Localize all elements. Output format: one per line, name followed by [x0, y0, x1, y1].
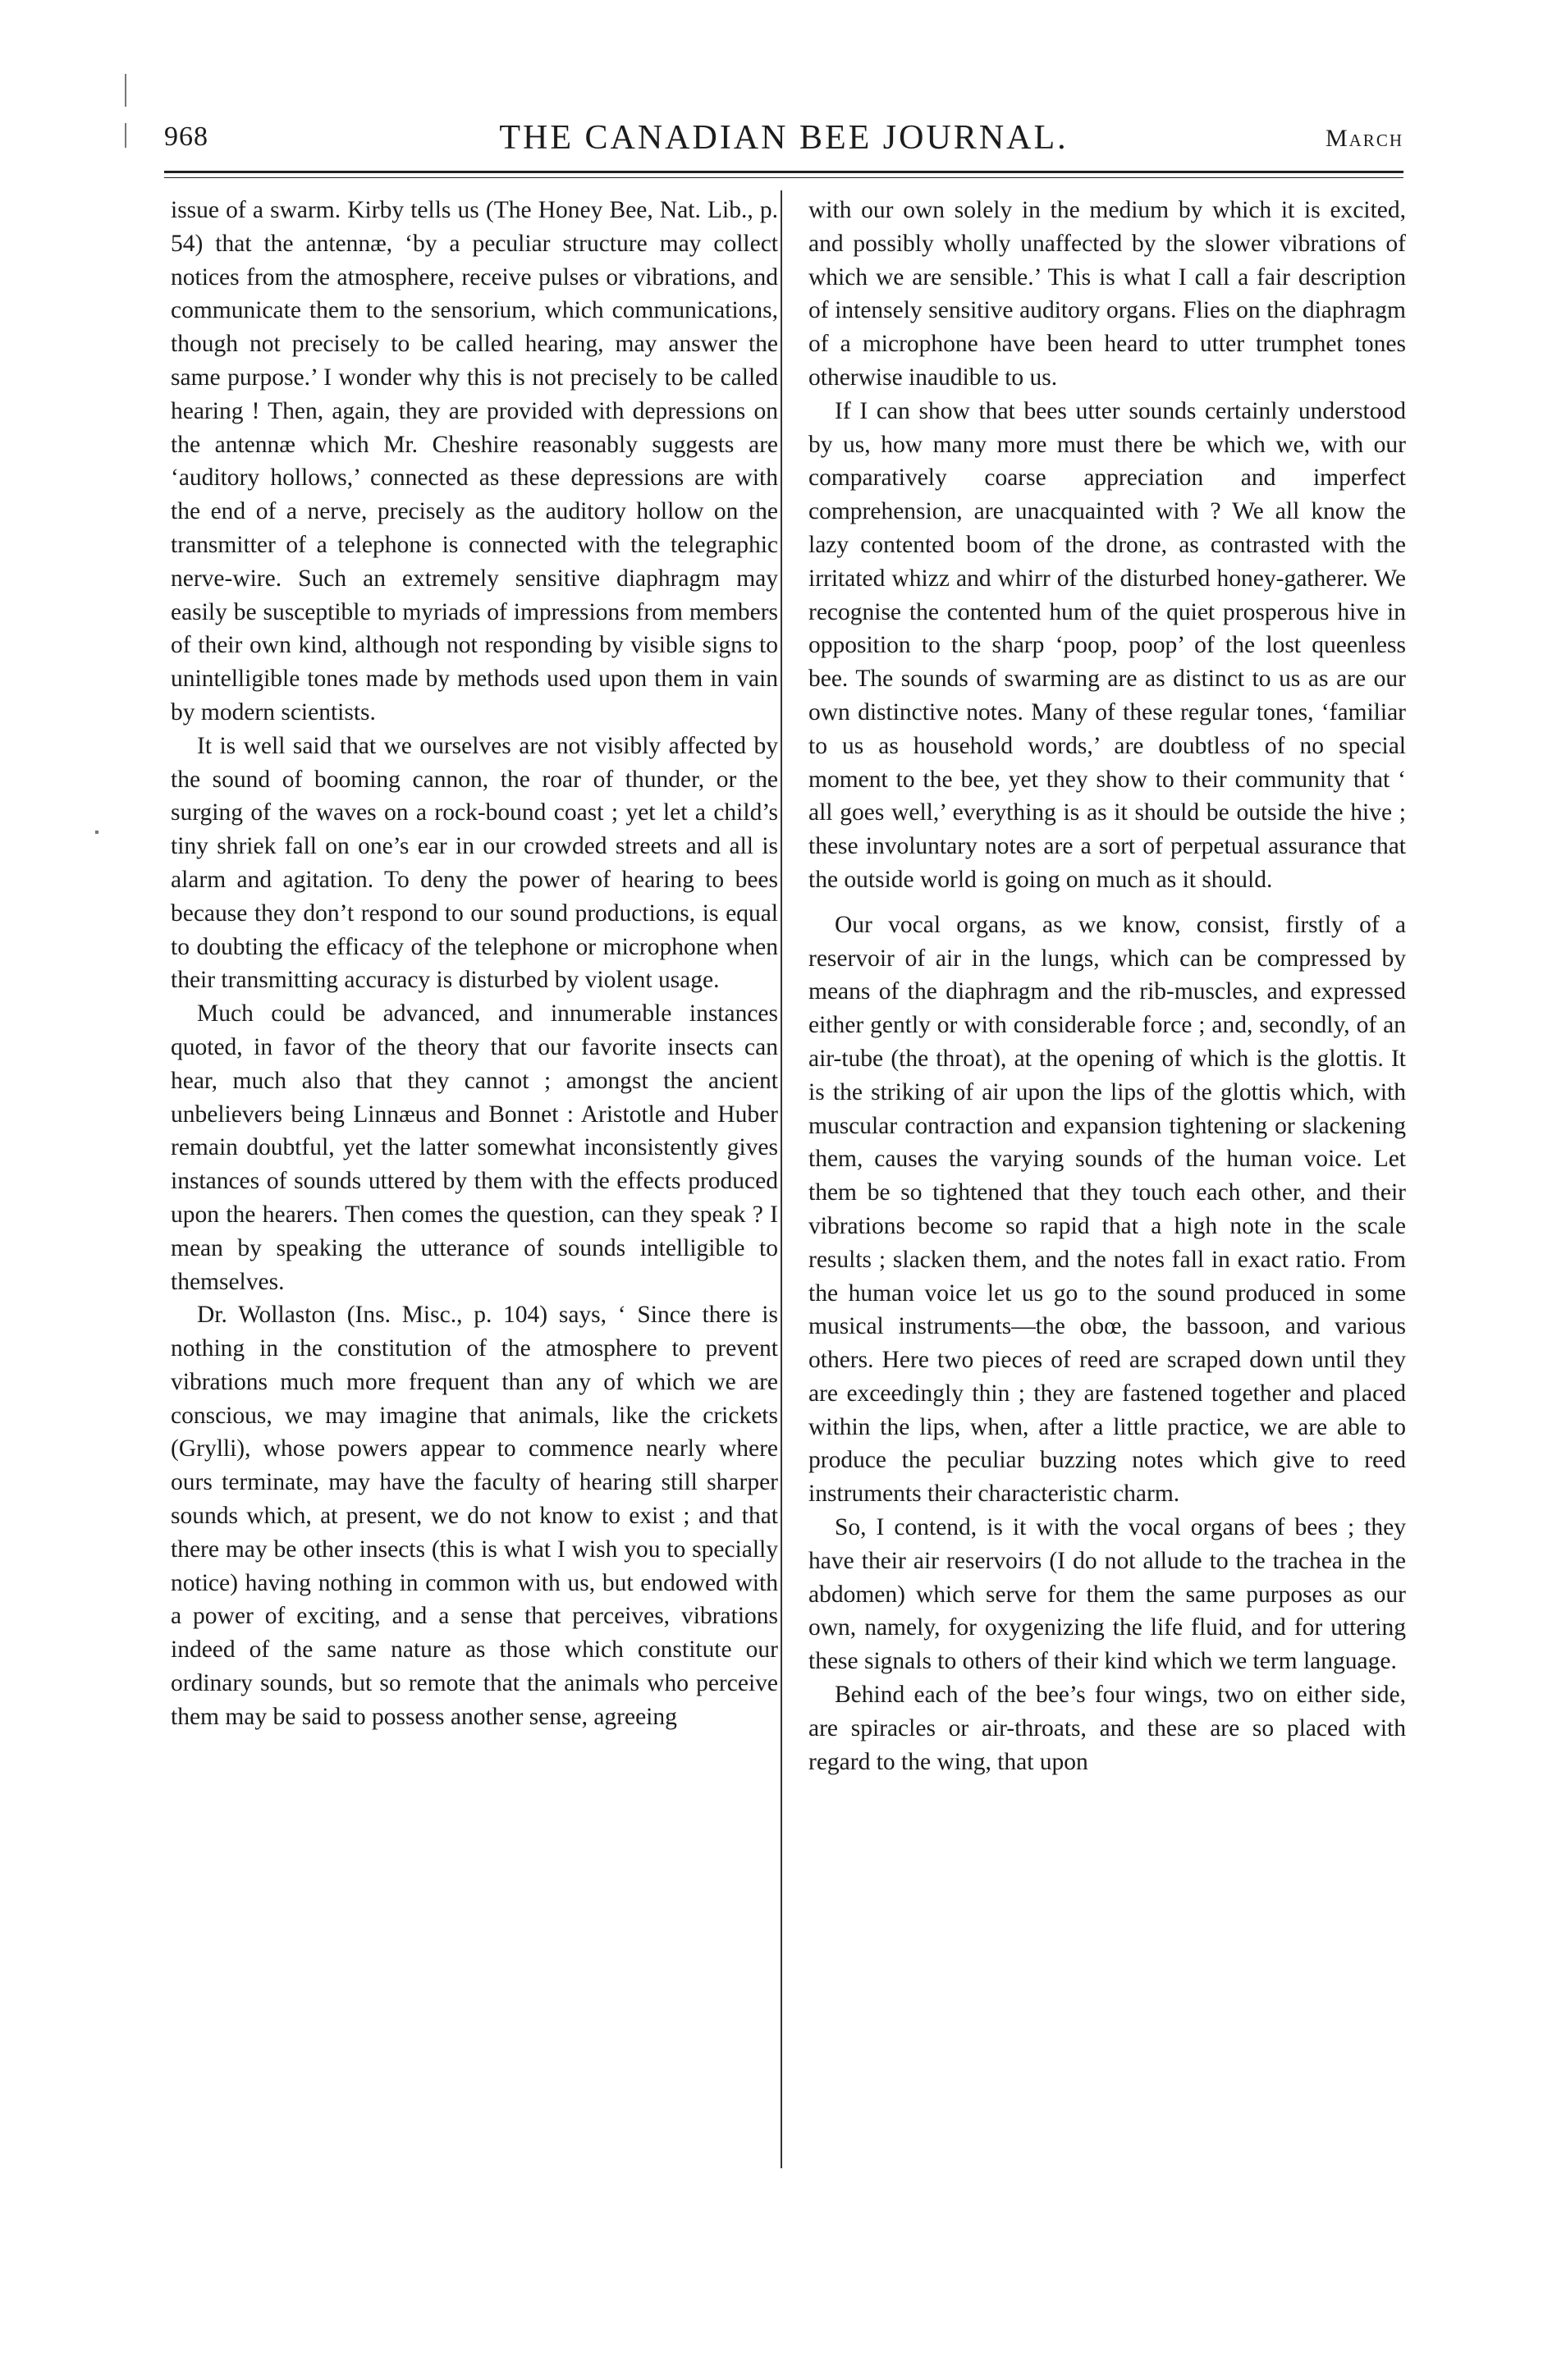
- journal-title: THE CANADIAN BEE JOURNAL.: [499, 119, 1069, 157]
- right-paragraph-3: Our vocal organs, as we know, consist, firstly of a reservoir of air in the lungs, which can be compressed by means of the diaphragm and the rib-muscles, and expressed either gently or with considerable force ; and, secondly, of an air-tube (the throat), at the opening of which is the glottis. It is the striking of air upon the lips of the glottis which, with muscular contraction and expansion tightening or slackening them, causes the varying sounds of the human voice. Let them be so tightened that they touch each other, and their vibrations become so rapid that a high note in the scale results ; slacken them, and the notes fall in exact ratio. From the human voice let us go to the sound produced in some musical instruments—the obœ, the bassoon, and various others. Here two pieces of reed are scraped down until they are exceedingly thin ; they are fastened together and placed within the lips, when, after a little practice, we are able to produce the peculiar buzzing notes which give to reed instruments their characteristic charm.: [808, 911, 1406, 1508]
- right-paragraph-5: Behind each of the bee’s four wings, two on either side, are spiracles or air-throats, and these are so placed with regard to the wing, that upon: [808, 1682, 1406, 1775]
- left-paragraph-1: issue of a swarm. Kirby tells us (The Honey Bee, Nat. Lib., p. 54) that the antennæ, ‘by a peculiar structure may collect notices from the atmosphere, receive pulses or vibrations, and communicate them to the sensorium, which communications, though not precisely to be called hearing, may answer the same purpose.’ I wonder why this is not precisely to be called hearing ! Then, again, they are provided with depressions on the antennæ which Mr. Cheshire reasonably suggests are ‘auditory hollows,’ connected as these depressions are with the end of a nerve, precisely as the auditory hollow on the transmitter of a telephone is connected with the telegraphic nerve-wire. Such an extremely sensitive diaphragm may easily be susceptible to myriads of impressions from members of their own kind, although not responding by visible signs to unintelligible tones made by methods used upon them in vain by modern scientists.: [171, 197, 778, 725]
- column-divider: [781, 190, 782, 2168]
- header-month: March: [1325, 125, 1403, 152]
- header-rule: [164, 171, 1403, 173]
- right-paragraph-1: with our own solely in the medium by which it is excited, and possibly wholly unaffected by the slower vibrations of which we are sensible.’ This is what I call a fair description of intensely sensitive auditory organs. Flies on the diaphragm of a microphone have been heard to utter trumphet tones otherwise inaudible to us.: [808, 197, 1406, 391]
- left-column: [171, 194, 778, 1734]
- left-paragraph-4: Dr. Wollaston (Ins. Misc., p. 104) says, ‘ Since there is nothing in the constitution of the atmosphere to prevent vibrations much more frequent than any of which we are conscious, we may imagine that animals, like the crickets (Grylli), whose powers appear to commence nearly where ours terminate, may have the faculty of hearing still sharper sounds which, at present, we do not know to exist ; and that there may be other insects (this is what I wish you to specially notice) having nothing in common with us, but endowed with a power of exciting, and a sense that perceives, vibrations indeed of the same nature as those which constitute our ordinary sounds, but so remote that the animals who perceive them may be said to possess another sense, agreeing: [171, 1302, 778, 1730]
- margin-mark: [95, 831, 98, 834]
- left-paragraph-2: It is well said that we ourselves are not visibly affected by the sound of booming cannon, the roar of thunder, or the surging of the waves on a rock-bound coast ; yet let a child’s tiny shriek fall on one’s ear in our crowded streets and all is alarm and agitation. To deny the power of hearing to bees because they don’t respond to our sound productions, is equal to doubting the efficacy of the telephone or microphone when their transmitting accuracy is disturbed by violent usage.: [171, 732, 778, 994]
- margin-mark: [125, 74, 126, 107]
- right-column: [808, 194, 1406, 1778]
- margin-mark: [125, 123, 126, 148]
- right-paragraph-2: If I can show that bees utter sounds certainly understood by us, how many more must there be which we, with our comparatively coarse appreciation and imperfect comprehension, are unacquainted with ? We all know the lazy contented boom of the drone, as contrasted with the irritated whizz and whirr of the disturbed honey-gatherer. We recognise the contented hum of the quiet prosperous hive in opposition to the sharp ‘poop, poop’ of the lost queenless bee. The sounds of swarming are as distinct to us as are our own distinctive notes. Many of these regular tones, ‘familiar to us as household words,’ are doubtless of no special moment to the bee, yet they show to their community that ‘ all goes well,’ everything is as it should be outside the hive ; these involuntary notes are a sort of perpetual assurance that the outside world is going on much as it should.: [808, 397, 1406, 893]
- right-paragraph-4: So, I contend, is it with the vocal organs of bees ; they have their air reservoirs (I do not allude to the trachea in the abdomen) which serve for them the same purposes as our own, namely, for oxygenizing the life fluid, and for uttering these signals to others of their kind which we term language.: [808, 1514, 1406, 1675]
- page-header: [164, 113, 1403, 164]
- left-paragraph-3: Much could be advanced, and innumerable instances quoted, in favor of the theory that our favorite insects can hear, much also that they cannot ; amongst the ancient unbelievers being Linnæus and Bonnet : Aristotle and Huber remain doubtful, yet the latter somewhat inconsistently gives instances of sounds uttered by them with the effects produced upon the hearers. Then comes the question, can they speak ? I mean by speaking the utterance of sounds intelligible to themselves.: [171, 1000, 778, 1295]
- page-number: 968: [164, 121, 208, 152]
- header-rule-thin: [164, 177, 1403, 178]
